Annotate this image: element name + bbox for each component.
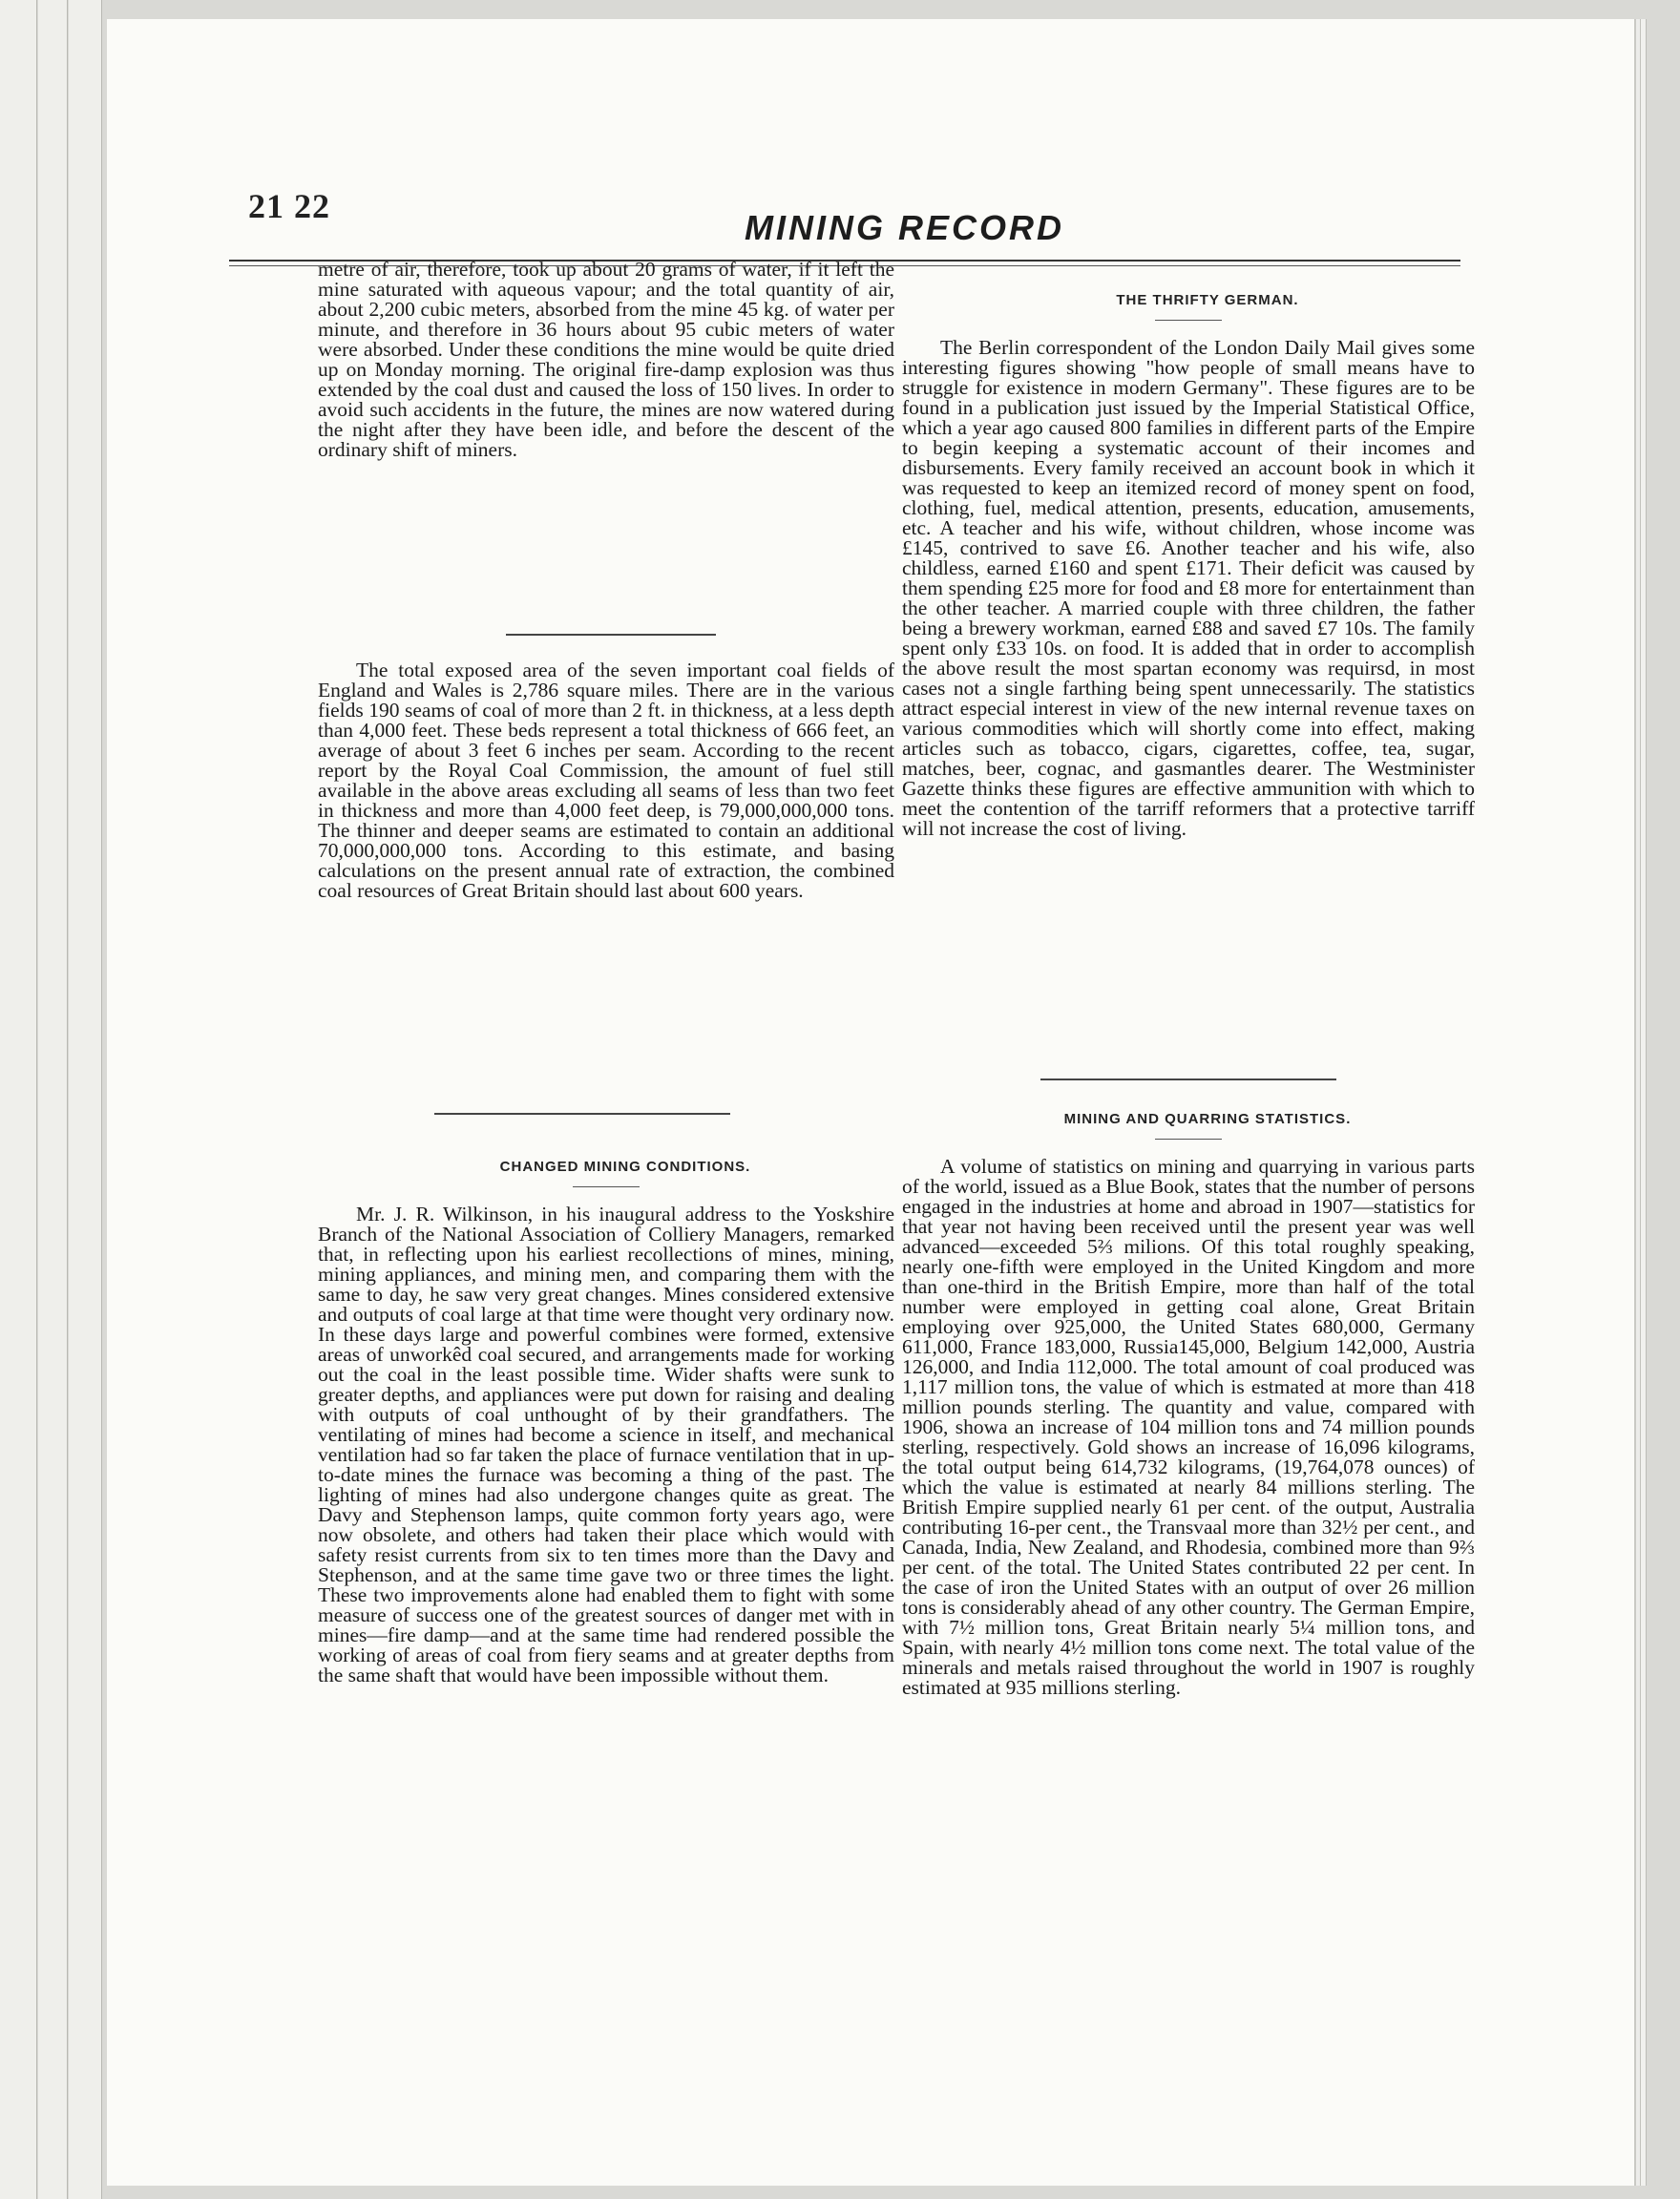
thrifty-german-body: The Berlin correspondent of the London Daily Mail gives some interesting figures showing "how people of small means have to struggle for existence in modern Germany". These figures are to be found in a publication just issued by the Imperial Statistical Office, which a year ago caused 800 families in different parts of the Empire to begin keeping a systematic account of their incomes and disbursements. Every family received an account book in which it was requested to keep an itemized record of money spent on food, clothing, fuel, medical attention, presents, education, amusements, etc. A teacher and his wife, without children, whose income was £145, contrived to save £6. Another teacher and his wife, also childless, earned £160 and spent £171. Their deficit was caused by them spending £25 more for food and £8 more for entertainment than the other teacher. A married couple with three children, the father being a brewery workman, earned £88 and saved £7 10s. The family spent only £33 10s. on food. It is added that in order to accomplish the above result the most spartan economy was requirsd, in most cases not a single farthing being spent unnecessarily. The statistics attract especial interest in view of the new internal revenue taxes on various commodities which will shortly come into effect, making articles such as tobacco, cigars, cigarettes, coffee, tea, sugar, matches, beer, cognac, and gasmantles dearer. The Westminister Gazette thinks these figures are effective ammunition with which to meet the contention of the tarriff reformers that a protective tarriff will not increase the cost of living. [902, 336, 1475, 840]
changed-conditions-heading: CHANGED MINING CONDITIONS. [499, 1159, 751, 1175]
section-separator [1040, 1079, 1336, 1080]
left-column-intro [318, 260, 894, 460]
thrifty-german-heading: THE THRIFTY GERMAN. [1116, 292, 1299, 308]
changed-conditions-body: Mr. J. R. Wilkinson, in his inaugural address to the Yoskshire Branch of the National Association of Colliery Managers, remarked that, in reflecting upon his earliest recollections of mines, mining, mining appliances, and mining men, and comparing them with the same to day, he saw very great changes. Mines considered extensive and outputs of coal large at that time were thought very ordinary now. In these days large and powerful combines were formed, extensive areas of unworkêd coal secured, and arrangements made for working out the coal in the least possible time. Wider shafts were sunk to greater depths, and appliances were put down for raising and dealing with outputs of coal unthought of by their grandfathers. The ventilating of mines had become a science in itself, and mechanical ventilation had so far taken the place of furnace ventilation that in up-to-date mines the furnace was becoming a thing of the past. The lighting of mines had also undergone changes quite as great. The Davy and Stephenson lamps, quite common forty years ago, were now obsolete, and others had taken their place which would with safety resist currents from six to ten times more than the Davy and Stephenson, and at the same time gave two or three times the light. These two improvements alone had enabled them to fight with some measure of success one of the greatest sources of danger met with in mines—fire damp—and at the same time had rendered possible the working of areas of coal from fiery seams and at greater depths from the same shaft that would have been impossible without them. [318, 1203, 894, 1686]
book-edge [0, 0, 37, 2199]
intro-paragraph: metre of air, therefore, took up about 20 grams of water, if it left the mine saturated with aqueous vapour; and the total quantity of air, about 2,200 cubic meters, absorbed from the mine 45 kg. of water per minute, and therefore in 36 hours about 95 cubic meters of water were absorbed. Under these conditions the mine would be quite dried up on Monday morning. The original fire-damp explosion was thus extended by the coal dust and caused the loss of 150 lives. In order to avoid such accidents in the future, the mines are now watered during the night after they have been idle, and before the descent of the ordinary shift of miners. [318, 258, 894, 461]
left-column-changed-conditions [318, 1157, 894, 1686]
coal-fields-paragraph: The total exposed area of the seven important coal fields of England and Wales is 2,786 square miles. There are in the various fields 190 seams of coal of more than 2 ft. in thickness, at a less depth than 4,000 feet. These beds represent a total thickness of 666 feet, an average of about 3 feet 6 inches per seam. According to the recent report by the Royal Coal Commission, the amount of fuel still available in the above areas excluding all seams of less than two feet in thickness and more than 4,000 feet deep, is 79,000,000,000 tons. The thinner and deeper seams are estimated to contain an additional 70,000,000,000 tons. According to this estimate, and basing calculations on the present annual rate of extraction, the combined coal resources of Great Britain should last about 600 years. [318, 659, 894, 902]
heading-dash [573, 1186, 640, 1187]
page-number: 21 22 [248, 187, 330, 225]
section-separator [506, 634, 716, 636]
section-separator [434, 1113, 730, 1115]
running-title: MINING RECORD [745, 208, 1064, 247]
left-column-coal-fields [318, 660, 894, 901]
book-edge [69, 0, 102, 2199]
mining-statistics-body: A volume of statistics on mining and quarrying in various parts of the world, issued as a Blue Book, states that the number of persons engaged in the industries at home and abroad in 1907—statistics for that year not having been received until the present year was well advanced—exceeded 5⅔ milions. Of this total roughly speaking, nearly one-fifth were employed in the United Kingdom and more than one-third in the British Empire, more than half of the total number were employed in getting coal alone, Great Britain employing over 925,000, the United States 680,000, Germany 611,000, France 183,000, Russia145,000, Belgium 142,000, Austria 126,000, and India 112,000. The total amount of coal produced was 1,117 million tons, the value of which is estmated at more than 418 million pounds sterling. The quantity and value, compared with 1906, showa an increase of 104 million tons and 74 million pounds sterling, respectively. Gold shows an increase of 16,096 kilograms, the total output being 614,732 kilograms, (19,764,078 ounces) of which the value is estimated at nearly 84 millions sterling. The British Empire supplied nearly 61 per cent. of the output, Australia contributing 16-per cent., the Transvaal more than 32½ per cent., and Canada, India, New Zealand, and Rhodesia, combined more than 9⅔ per cent. of the total. The United States contributed 22 per cent. In the case of iron the United States with an output of over 26 million tons is considerably ahead of any other country. The German Empire, with 7½ million tons, Great Britain nearly 5¼ million tons, and Spain, with nearly 4½ million tons come next. The total value of the minerals and metals raised throughout the world in 1907 is roughly estimated at 935 millions sterling. [902, 1155, 1475, 1699]
mining-statistics-heading: MINING AND QUARRING STATISTICS. [1063, 1111, 1352, 1127]
heading-dash [1155, 1139, 1222, 1140]
right-column-mining-statistics [902, 1109, 1475, 1698]
heading-dash [1155, 320, 1222, 321]
book-edge [38, 0, 68, 2199]
right-column-thrifty-german [902, 290, 1475, 839]
